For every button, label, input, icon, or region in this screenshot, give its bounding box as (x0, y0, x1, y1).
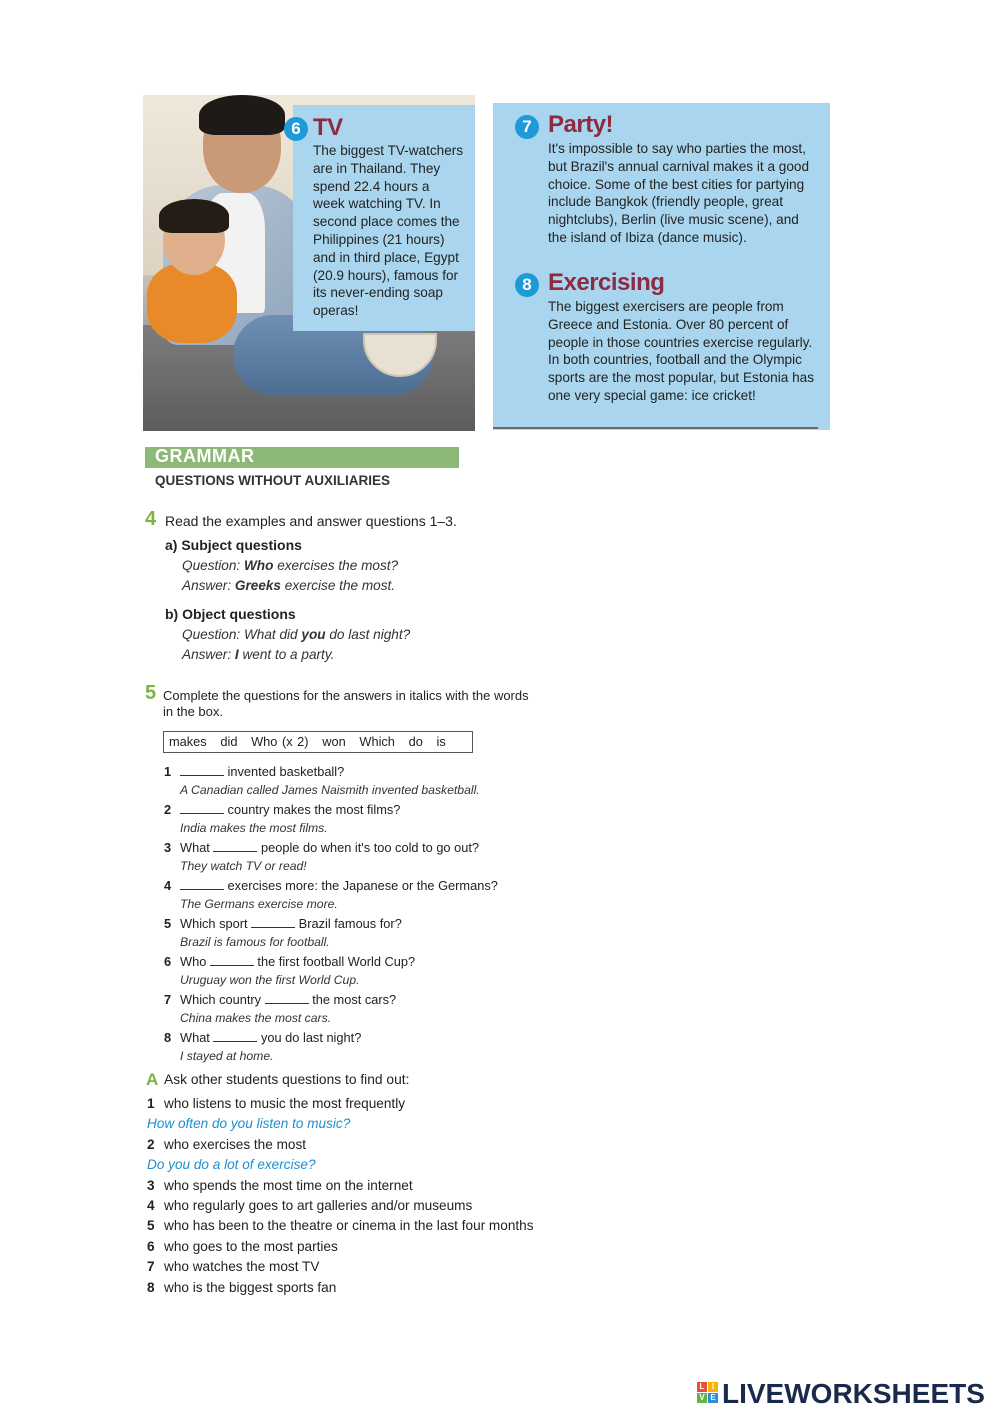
answer-text: India makes the most films. (180, 821, 328, 835)
item-text: who has been to the theatre or cinema in the last four months (164, 1218, 534, 1234)
exercising-line: In both countries, football and the Olympic (548, 352, 802, 368)
item-number: 6 (147, 1238, 155, 1254)
answer-text: Brazil is famous for football. (180, 935, 330, 949)
find-out-item (147, 1257, 587, 1277)
question-text-before: Who (180, 954, 210, 969)
subject-answer-example (182, 578, 395, 593)
exercise-a-instruction: Ask other students questions to find out: (164, 1072, 410, 1087)
answer-blank[interactable] (251, 916, 295, 928)
exercising-line: one very special game: ice cricket! (548, 387, 756, 403)
question-item (164, 990, 504, 1009)
example-bold: you (301, 627, 326, 642)
question-text-before: What (180, 840, 214, 855)
party-line: the island of Ibiza (dance music). (548, 229, 747, 245)
example-question: Do you do a lot of exercise? (147, 1157, 316, 1173)
question-text-before: Which country (180, 992, 265, 1007)
exercise-4-number: 4 (145, 508, 157, 530)
exercising-number-badge: 8 (515, 273, 539, 297)
item-text: who goes to the most parties (164, 1238, 338, 1254)
tv-line: and in third place, Egypt (313, 249, 459, 265)
question-number: 1 (164, 764, 172, 779)
example-rest: do last night? (325, 627, 411, 642)
exercising-line: sports are the most popular, but Estonia has (548, 370, 814, 386)
exercising-line: Greece and Estonia. Over 80 percent of (548, 316, 789, 332)
party-number-badge: 7 (515, 115, 539, 139)
object-answer-example (182, 647, 334, 662)
answer-text: China makes the most cars. (180, 1011, 332, 1025)
example-prefix: Question: (182, 558, 244, 573)
question-text-after: exercises more: the Japanese or the Germans? (224, 878, 498, 893)
find-out-item (147, 1094, 587, 1114)
answer-text: A Canadian called James Naismith invented basketball. (180, 783, 480, 797)
example-question: How often do you listen to music? (147, 1116, 351, 1132)
question-item (164, 1028, 504, 1047)
tv-text (313, 142, 463, 320)
question-number: 4 (164, 878, 172, 893)
party-line: nightclubs), Berlin (live music scene), and (548, 212, 799, 228)
logo-grid-cell: L (697, 1382, 707, 1392)
tv-heading: TV (313, 114, 343, 141)
example-bold: Greeks (234, 578, 281, 593)
answer-blank[interactable] (213, 1030, 257, 1042)
find-out-item (147, 1135, 587, 1155)
find-out-item (147, 1278, 587, 1298)
subject-question-example (182, 558, 398, 573)
word-box (163, 731, 473, 753)
question-text-after: country makes the most films? (224, 802, 401, 817)
question-item (164, 914, 504, 933)
item-number: 3 (147, 1177, 155, 1193)
exercising-line: The biggest exercisers are people from (548, 299, 784, 314)
question-text-after: the most cars? (308, 992, 397, 1007)
question-text-before: What (180, 1030, 214, 1045)
answer-blank[interactable] (265, 992, 309, 1004)
subject-questions-title: a) Subject questions (165, 537, 302, 553)
answer-text: Uruguay won the first World Cup. (180, 973, 360, 987)
question-item (164, 876, 504, 895)
item-number: 5 (147, 1218, 155, 1234)
question-number: 5 (164, 916, 172, 931)
exercising-heading: Exercising (548, 269, 665, 296)
answer-text: I stayed at home. (180, 1049, 274, 1063)
logo-text: LIVEWORKSHEETS (722, 1378, 985, 1409)
answer-blank[interactable] (213, 840, 257, 852)
grammar-subtitle: QUESTIONS WITHOUT AUXILIARIES (155, 473, 391, 488)
grammar-title: GRAMMAR (155, 446, 255, 466)
item-text: who watches the most TV (164, 1259, 320, 1275)
exercise-5-instruction (163, 688, 529, 719)
photo-man-hair (199, 95, 285, 135)
exercise-5-number: 5 (145, 682, 157, 704)
answer-text: The Germans exercise more. (180, 897, 338, 911)
item-number: 7 (147, 1259, 155, 1275)
answer-text: They watch TV or read! (180, 859, 307, 873)
question-item (164, 838, 504, 857)
question-text-after: people do when it's too cold to go out? (257, 840, 480, 855)
find-out-item (147, 1237, 587, 1257)
question-text-after: you do last night? (257, 1030, 362, 1045)
party-heading: Party! (548, 111, 614, 138)
question-item (164, 762, 504, 781)
exercising-line: people in those countries exercise regularly. (548, 334, 813, 350)
question-number: 8 (164, 1030, 172, 1045)
instruction-line: Complete the questions for the answers in italics with the words (163, 688, 529, 703)
tv-line: spend 22.4 hours a (313, 178, 430, 194)
party-line: but Brazil's annual carnival makes it a good (548, 158, 810, 174)
tv-line: The biggest TV-watchers (313, 143, 464, 158)
exercise-5-list (164, 762, 504, 1066)
example-prefix: Question: What did (182, 627, 302, 642)
item-text: who listens to music the most frequently (164, 1096, 406, 1111)
tv-info-box (293, 105, 475, 331)
word-box-words: makes did Who (x 2) won Which do is (169, 734, 446, 749)
question-text-after: Brazil famous for? (295, 916, 402, 931)
find-out-item (147, 1216, 587, 1236)
question-number: 7 (164, 992, 172, 1007)
question-text-before: Which sport (180, 916, 252, 931)
example-rest: exercise the most. (281, 578, 396, 593)
party-exercising-box (493, 103, 830, 430)
example-bold: I (234, 647, 239, 662)
tv-line: second place comes the (313, 214, 460, 230)
item-text: who is the biggest sports fan (164, 1279, 337, 1295)
item-text: who spends the most time on the internet (164, 1177, 413, 1193)
example-prefix: Answer: (182, 578, 235, 593)
exercise-a-list (147, 1094, 587, 1298)
find-out-item (147, 1176, 587, 1196)
party-line: choice. Some of the best cities for partying (548, 176, 805, 192)
object-question-example (182, 627, 410, 642)
question-number: 3 (164, 840, 172, 855)
find-out-item (147, 1196, 587, 1216)
item-number: 8 (147, 1279, 155, 1295)
exercise-a-letter: A (146, 1070, 159, 1089)
answer-blank[interactable] (180, 764, 224, 776)
question-number: 6 (164, 954, 172, 969)
answer-blank[interactable] (180, 878, 224, 890)
box-divider (493, 427, 818, 429)
item-text: who exercises the most (164, 1136, 307, 1152)
example-bold: Who (243, 558, 274, 573)
logo-grid-cell: E (708, 1393, 718, 1403)
answer-blank[interactable] (180, 802, 224, 814)
photo-boy-hair (159, 199, 229, 233)
question-item (164, 952, 504, 971)
answer-blank[interactable] (210, 954, 254, 966)
question-number: 2 (164, 802, 172, 817)
party-line: include Bangkok (friendly people, great (548, 194, 784, 210)
exercise-4-instruction: Read the examples and answer questions 1–3. (165, 513, 457, 529)
tv-line: are in Thailand. They (313, 160, 441, 176)
example-prefix: Answer: (182, 647, 235, 662)
tv-line: its never-ending soap (313, 285, 443, 301)
tv-line: Philippines (21 hours) (313, 231, 445, 247)
party-text (548, 140, 809, 247)
example-rest: exercises the most? (273, 558, 399, 573)
item-number: 4 (147, 1197, 155, 1213)
item-text: who regularly goes to art galleries and/or museums (164, 1197, 473, 1213)
tv-number-badge: 6 (284, 117, 308, 141)
question-text-after: invented basketball? (224, 764, 345, 779)
item-number: 2 (147, 1136, 155, 1152)
object-questions-title: b) Object questions (165, 606, 296, 622)
logo-grid-cell: I (708, 1382, 718, 1392)
tv-line: week watching TV. In (313, 196, 441, 212)
item-number: 1 (147, 1096, 155, 1111)
question-item (164, 800, 504, 819)
question-text-after: the first football World Cup? (253, 954, 416, 969)
logo-grid-icon (697, 1382, 719, 1404)
party-line: It's impossible to say who parties the most, (548, 141, 806, 156)
instruction-line: in the box. (163, 704, 223, 719)
tv-line: operas! (313, 303, 359, 319)
logo-grid-cell: V (697, 1393, 707, 1403)
photo-boy-shirt (147, 263, 237, 343)
tv-line: (20.9 hours), famous for (313, 267, 459, 283)
example-rest: went to a party. (238, 647, 335, 662)
exercising-text (548, 298, 814, 405)
